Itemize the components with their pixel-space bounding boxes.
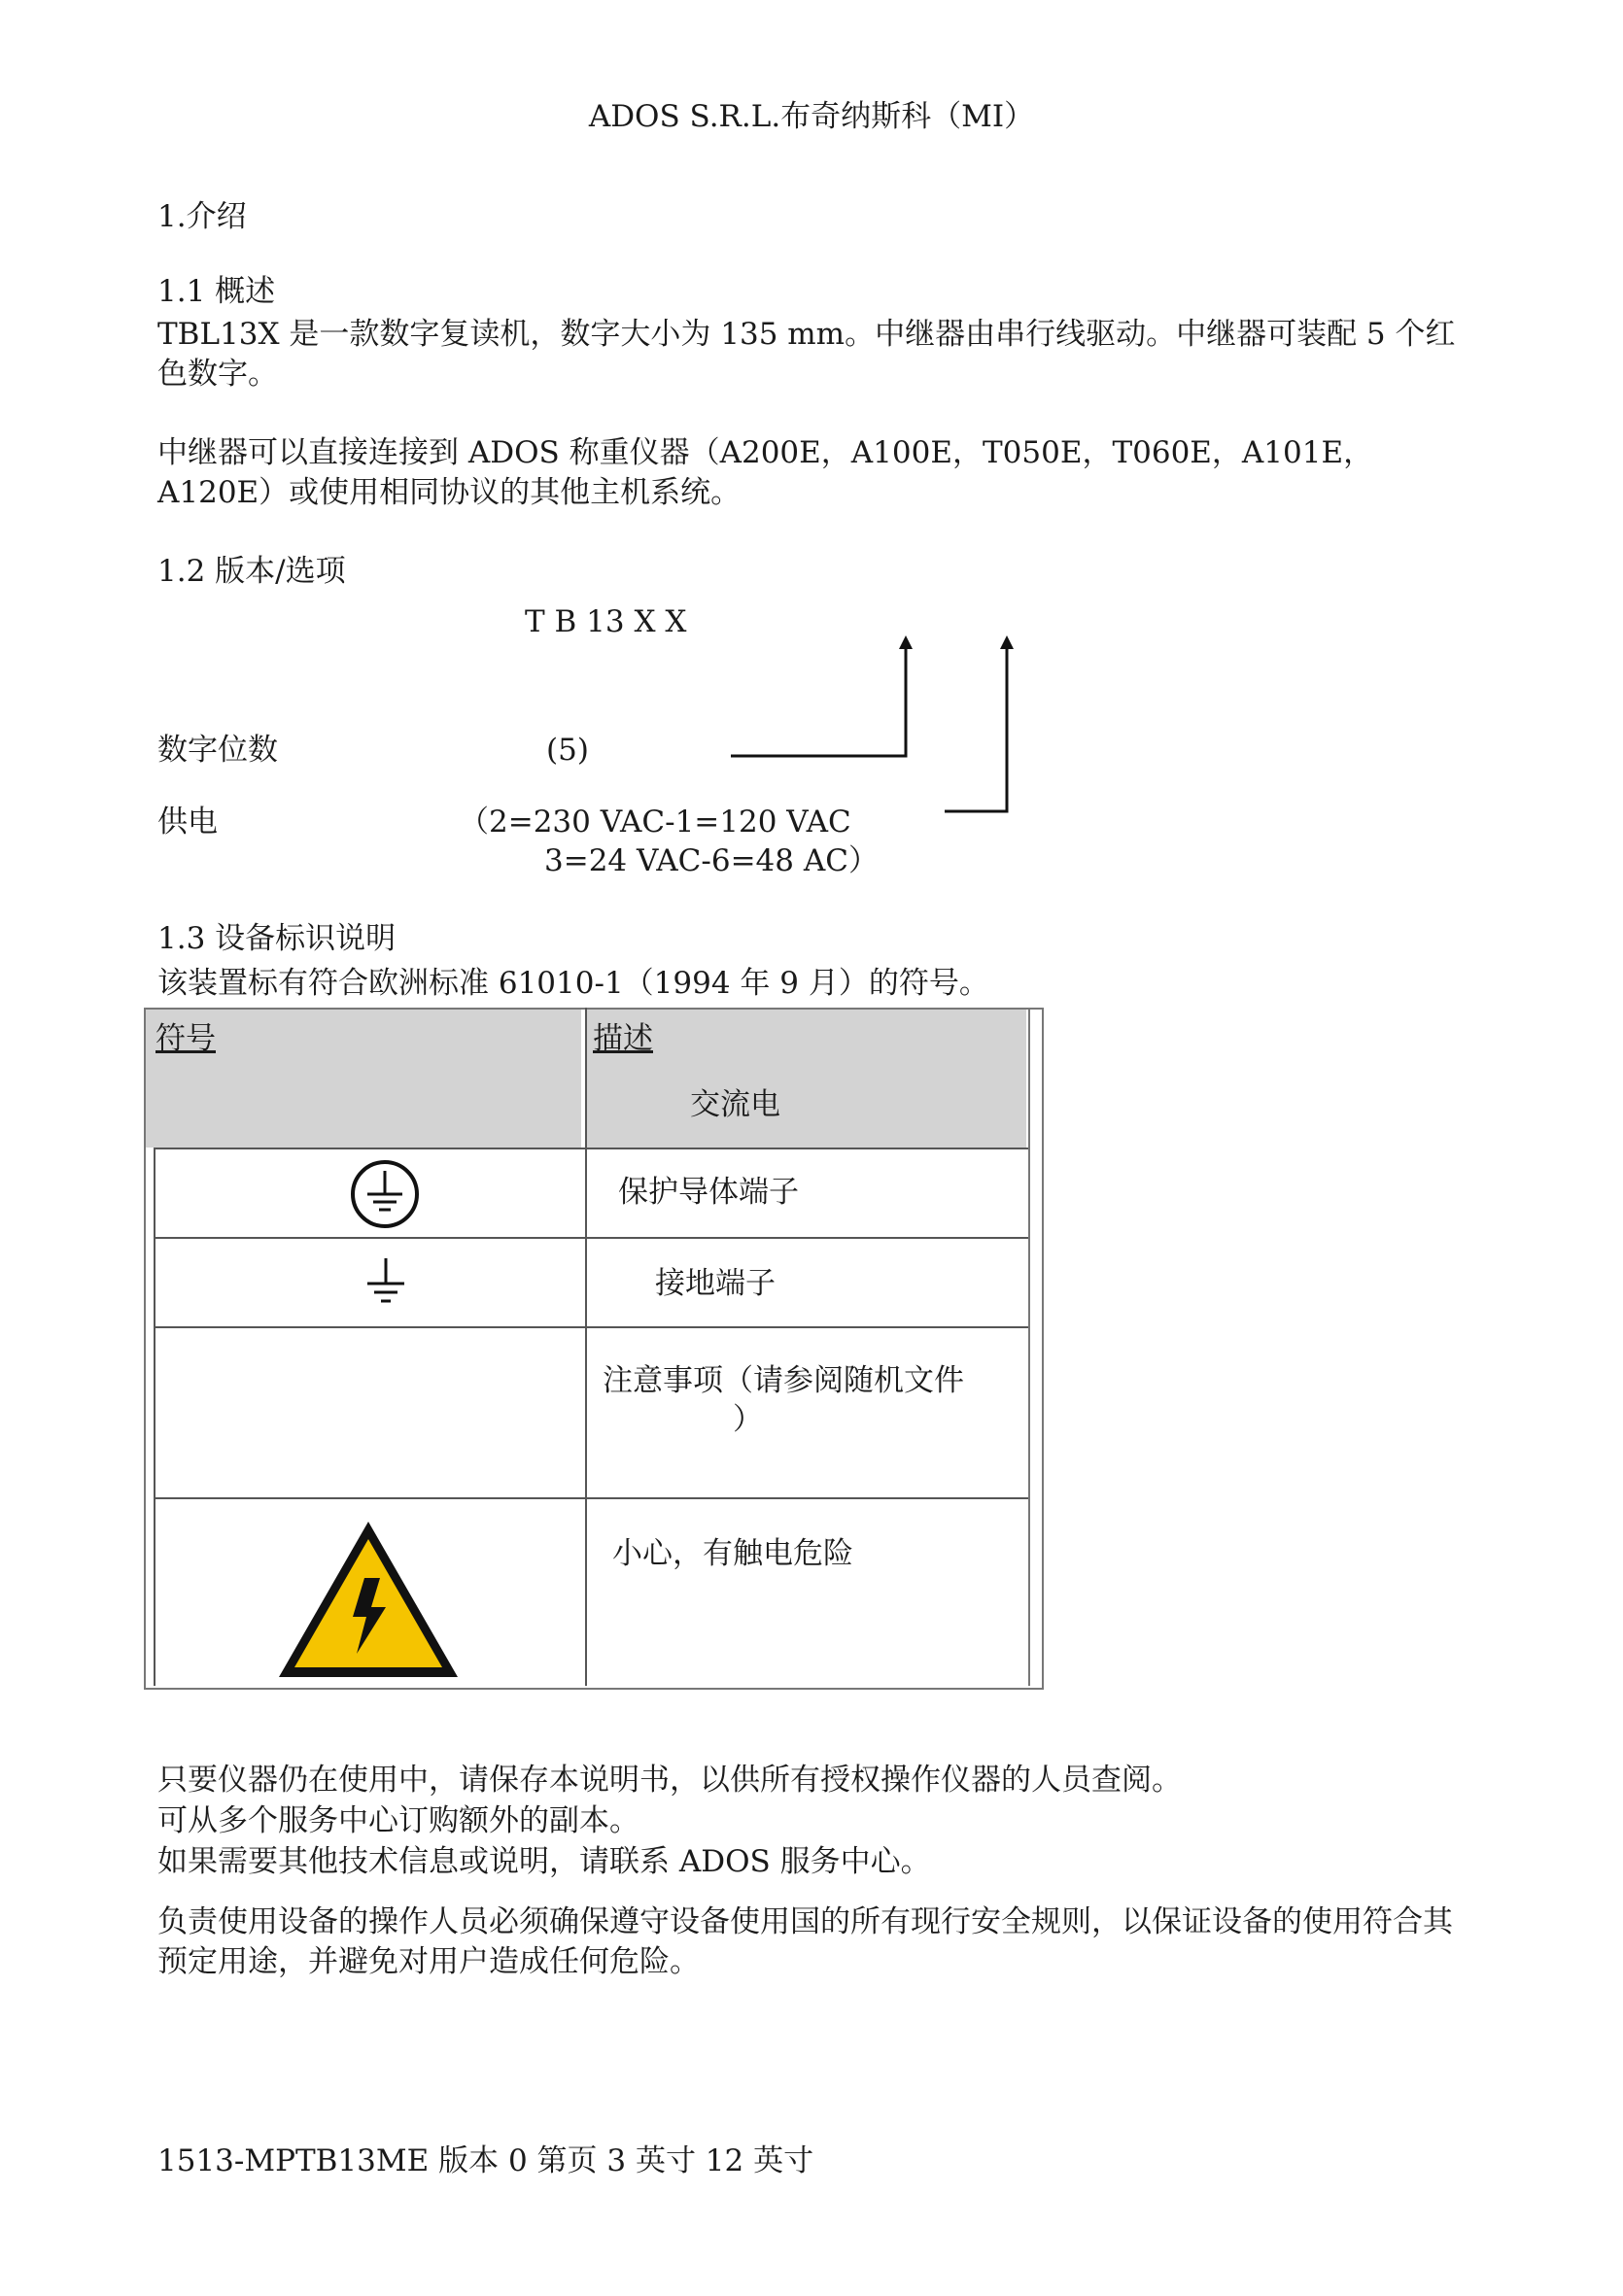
overview-paragraph-2: 中继器可以直接连接到 ADOS 称重仪器（A200E，A100E，T050E，T060E，A101E，A120E）或使用相同协议的其他主机系统。 [157, 435, 1374, 510]
note-line-2: 可从多个服务中心订购额外的副本。 [157, 1803, 639, 1838]
section-heading-intro: 1.介绍 [157, 199, 247, 234]
table-inner-left [154, 1148, 155, 1686]
digits-value: (5) [546, 733, 589, 768]
page-footer: 1513-MPTB13ME 版本 0 第页 3 英寸 12 英寸 [157, 2143, 814, 2178]
markings-intro: 该装置标有符合欧洲标准 61010-1（1994 年 9 月）的符号。 [157, 966, 989, 1001]
ground-icon [363, 1256, 408, 1311]
version-diagram [719, 632, 1030, 826]
column-header-description: 描述 [593, 1021, 653, 1056]
row-divider [154, 1237, 1028, 1239]
symbol-table [144, 1008, 1042, 1688]
model-code: T B 13 X X [525, 604, 687, 639]
row-divider [154, 1326, 1028, 1328]
caution-description-line1: 注意事项（请参阅随机文件 [603, 1363, 964, 1398]
column-header-symbol: 符号 [155, 1021, 216, 1056]
caution-description-line2: ） [733, 1402, 763, 1437]
page-header: ADOS S.R.L.布奇纳斯科（MI） [588, 99, 1035, 134]
arrow-power [945, 635, 1014, 811]
row-divider [154, 1497, 1028, 1499]
note-paragraph-4: 负责使用设备的操作人员必须确保遵守设备使用国的所有现行安全规则，以保证设备的使用符合其预定用途，并避免对用户造成任何危险。 [157, 1904, 1453, 1979]
section-heading-versions: 1.2 版本/选项 [157, 554, 346, 589]
row-divider [154, 1148, 1028, 1149]
electric-shock-warning-icon [275, 1518, 462, 1681]
electric-shock-description: 小心，有触电危险 [612, 1536, 853, 1571]
power-label: 供电 [157, 805, 218, 840]
power-options-line2: 3=24 VAC-6=48 AC） [544, 843, 879, 878]
protective-earth-description: 保护导体端子 [618, 1175, 799, 1210]
table-border-right [1028, 1008, 1030, 1686]
section-heading-markings: 1.3 设备标识说明 [157, 921, 397, 956]
arrow-digits [731, 635, 913, 756]
section-heading-overview: 1.1 概述 [157, 274, 276, 309]
note-line-3: 如果需要其他技术信息或说明，请联系 ADOS 服务中心。 [157, 1844, 931, 1879]
note-line-1: 只要仪器仍在使用中，请保存本说明书，以供所有授权操作仪器的人员查阅。 [157, 1763, 1182, 1798]
overview-paragraph-1: TBL13X 是一款数字复读机，数字大小为 135 mm。中继器由串行线驱动。中继器可装配 5 个红色数字。 [157, 317, 1456, 392]
digits-label: 数字位数 [157, 733, 278, 768]
table-row-ac-description: 交流电 [690, 1087, 780, 1122]
ground-description: 接地端子 [655, 1266, 776, 1301]
table-column-divider [585, 1008, 587, 1686]
power-options-line1: （2=230 VAC-1=120 VAC [459, 805, 851, 840]
protective-earth-icon [348, 1157, 422, 1231]
